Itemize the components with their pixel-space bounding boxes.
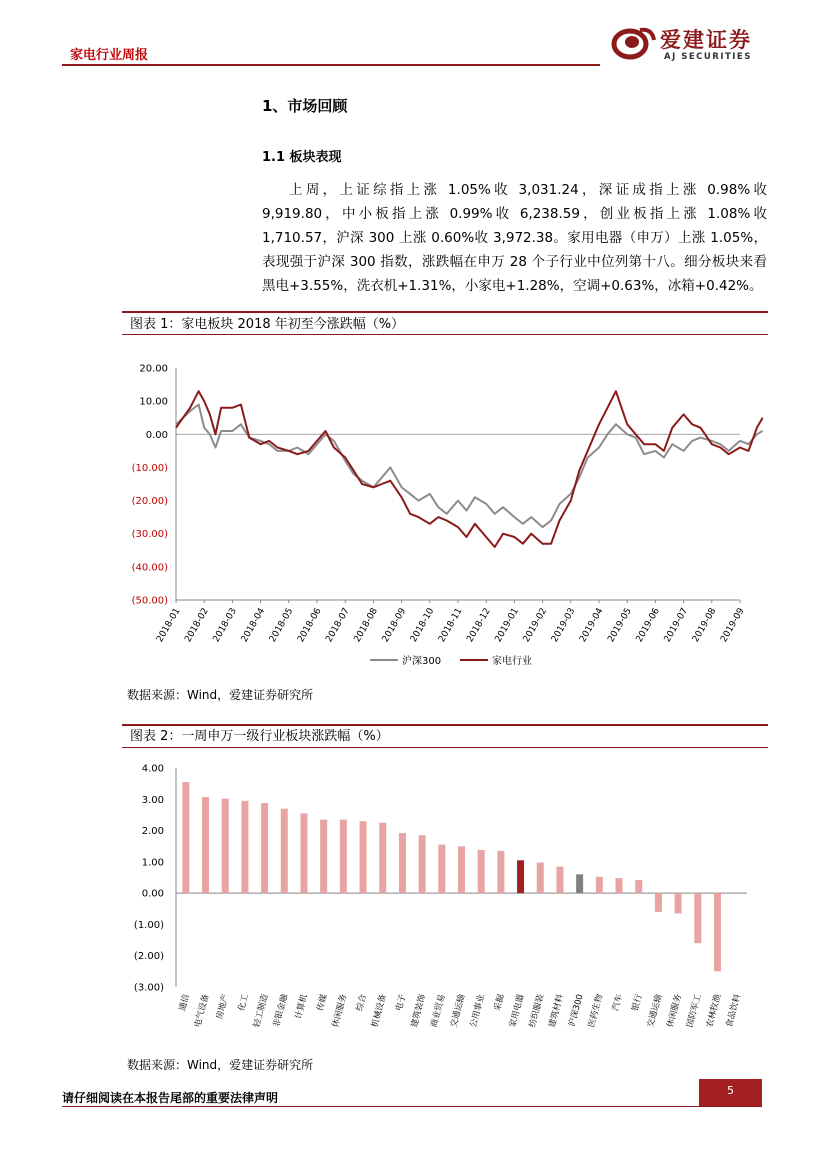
series-line-1 [176, 405, 763, 528]
bar [360, 821, 367, 893]
bar [537, 862, 544, 893]
bar [438, 845, 445, 893]
category-label: 医药生物 [586, 993, 606, 1029]
bar [419, 835, 426, 893]
x-tick-label: 2018-06 [296, 606, 324, 645]
bar [616, 878, 623, 893]
legal-disclaimer: 请仔细阅读在本报告尾部的重要法律声明 [62, 1091, 279, 1105]
bar [340, 820, 347, 894]
bar [320, 820, 327, 894]
x-tick-label: 2018-02 [183, 606, 211, 645]
x-tick-label: 2018-09 [380, 606, 409, 645]
y-tick-label: (2.00) [133, 951, 164, 963]
category-label: 传媒 [315, 993, 330, 1013]
y-tick-label: (20.00) [131, 496, 168, 508]
x-tick-label: 2019-09 [719, 606, 747, 645]
x-tick-label: 2018-01 [155, 606, 183, 645]
y-tick-label: (10.00) [131, 462, 168, 474]
category-label: 休闲服务 [330, 993, 350, 1029]
y-tick-label: 3.00 [141, 794, 164, 806]
bar [556, 867, 563, 894]
category-label: 建筑材料 [547, 993, 566, 1029]
category-label: 电子 [394, 993, 409, 1013]
y-tick-label: 4.00 [141, 763, 164, 775]
category-label: 房地产 [214, 993, 232, 1021]
figure2-source: 数据来源：Wind，爱建证券研究所 [127, 1058, 314, 1072]
x-tick-label: 2018-10 [408, 606, 437, 645]
x-tick-label: 2019-01 [493, 606, 521, 645]
bar [300, 813, 307, 893]
y-tick-label: 1.00 [141, 857, 164, 869]
y-tick-label: (40.00) [131, 562, 168, 574]
series-line-2 [176, 391, 763, 547]
bar [458, 846, 465, 893]
x-tick-label: 2018-07 [324, 606, 352, 645]
category-label: 银行 [630, 993, 645, 1013]
figure2-title: 图表 2：一周申万一级行业板块涨跌幅（%） [122, 724, 768, 748]
logo-english-name: AJ SECURITIES [664, 52, 752, 62]
figure1-source: 数据来源：Wind，爱建证券研究所 [127, 688, 314, 702]
bar [675, 893, 682, 913]
category-label: 交通运输 [448, 993, 468, 1029]
line-chart [122, 340, 768, 680]
legend-label-2: 家电行业 [492, 656, 532, 667]
bar [655, 893, 662, 912]
y-tick-label: 0.00 [145, 429, 168, 441]
x-tick-label: 2018-04 [239, 606, 268, 645]
x-tick-label: 2019-02 [521, 606, 550, 645]
category-label: 机械设备 [370, 993, 389, 1029]
x-tick-label: 2018-11 [437, 606, 465, 645]
category-label: 非银金融 [271, 993, 291, 1029]
x-tick-label: 2019-06 [634, 606, 662, 645]
x-tick-label: 2019-04 [578, 606, 606, 645]
page-number: 5 [699, 1079, 762, 1106]
logo-chinese-name: 爱建证券 [660, 28, 752, 52]
x-tick-label: 2018-12 [465, 606, 493, 645]
x-tick-label: 2018-03 [211, 606, 239, 645]
market-review-paragraph: 上周，上证综指上涨 1.05%收 3,031.24，深证成指上涨 0.98%收 9,919.80，中小板指上涨 0.99%收 6,238.59，创业板指上涨 1.08%收 1,710.57，沪深 300 上涨 0.60%收 3,972.38。家用电器（申万）上涨 1.05%，表现强于沪深 300 指数，涨跌幅在申万 28 个子行业中位列第十八。细分板块来看黑电+3.55%，洗衣机+1.31%，小家电+1.28%，空调+0.63%，冰箱+0.42%。 [262, 182, 767, 294]
category-label: 计算机 [293, 993, 310, 1021]
subsection-heading: 1.1 板块表现 [262, 150, 342, 165]
category-label: 汽车 [610, 993, 625, 1013]
category-label: 家用电器 [508, 993, 527, 1029]
bar [497, 851, 504, 893]
x-tick-label: 2018-05 [267, 606, 296, 645]
y-tick-label: (1.00) [133, 919, 164, 931]
bar [478, 850, 485, 893]
section-heading: 1、市场回顾 [262, 97, 348, 115]
logo-mark-icon [610, 22, 656, 62]
bar [714, 893, 721, 971]
category-label: 农林牧渔 [704, 993, 724, 1029]
category-label: 国防军工 [685, 993, 704, 1029]
bar [222, 799, 229, 893]
bar [576, 874, 583, 893]
y-tick-label: (30.00) [131, 529, 168, 541]
category-label: 化工 [236, 993, 251, 1013]
bar [241, 801, 248, 893]
category-label: 轻工制造 [252, 993, 271, 1029]
category-label: 采掘 [492, 993, 507, 1013]
bar [261, 803, 268, 893]
bar [694, 893, 701, 943]
legend-label-1: 沪深300 [402, 656, 442, 667]
footer-divider [62, 1106, 762, 1107]
y-tick-label: 10.00 [139, 396, 168, 408]
x-tick-label: 2019-08 [690, 606, 719, 645]
category-label: 公用事业 [468, 993, 488, 1029]
x-tick-label: 2019-03 [549, 606, 578, 645]
x-tick-label: 2019-05 [606, 606, 634, 645]
category-label: 交通运输 [645, 993, 665, 1029]
bar [635, 880, 642, 893]
bar [517, 860, 524, 893]
company-logo [610, 22, 770, 68]
y-tick-label: 2.00 [141, 826, 164, 838]
bar [399, 833, 406, 893]
bar [281, 809, 288, 893]
y-tick-label: 0.00 [141, 888, 164, 900]
figure1-title: 图表 1：家电板块 2018 年初至今涨跌幅（%） [122, 311, 768, 335]
bar [182, 782, 189, 893]
y-tick-label: (3.00) [133, 982, 164, 994]
category-label: 沪深300 [567, 993, 586, 1028]
category-label: 建筑装饰 [409, 993, 429, 1029]
x-tick-label: 2019-07 [662, 606, 691, 645]
bar [202, 797, 209, 893]
category-label: 食品饮料 [724, 993, 744, 1029]
category-label: 纺织服装 [527, 993, 547, 1029]
category-label: 通信 [177, 993, 192, 1013]
y-tick-label: 20.00 [139, 363, 168, 375]
bar [596, 877, 603, 893]
x-tick-label: 2018-08 [352, 606, 380, 645]
report-series-title: 家电行业周报 [70, 48, 149, 63]
bar [379, 823, 386, 893]
category-label: 商业贸易 [429, 993, 448, 1029]
category-label: 休闲服务 [665, 993, 684, 1029]
category-label: 电气设备 [192, 993, 212, 1029]
header-divider [62, 64, 600, 66]
y-tick-label: (50.00) [131, 595, 168, 607]
category-label: 综合 [354, 993, 369, 1013]
bar-chart [122, 752, 768, 1052]
